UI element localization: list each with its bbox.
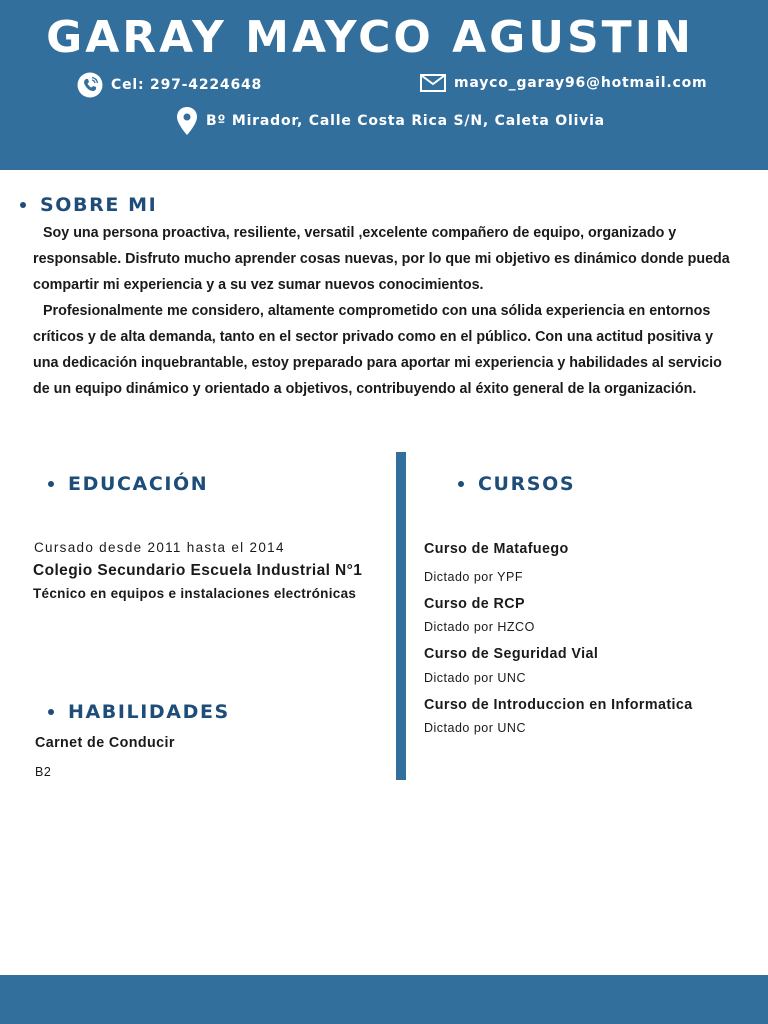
- address-contact: [176, 106, 605, 136]
- mail-icon: [420, 74, 446, 92]
- bullet-icon: [458, 481, 464, 487]
- footer-banner: [0, 975, 768, 1024]
- about-text: [33, 220, 733, 402]
- course-detail: Dictado por HZCO: [424, 620, 535, 634]
- education-title-text: EDUCACIÓN: [68, 473, 209, 495]
- phone-text: Cel: 297-4224648: [111, 77, 263, 93]
- bullet-icon: [48, 709, 54, 715]
- address-text: Bº Mirador, Calle Costa Rica S/N, Caleta Olivia: [206, 113, 605, 129]
- education-degree: Técnico en equipos e instalaciones electrónicas: [33, 586, 357, 601]
- location-pin-icon: [176, 106, 198, 136]
- bullet-icon: [48, 481, 54, 487]
- email-contact: [420, 74, 707, 92]
- skill-name: Carnet de Conducir: [35, 735, 175, 751]
- about-paragraph-1: Soy una persona proactiva, resiliente, versatil ,excelente compañero de equipo, organizado y responsable. Disfruto mucho aprender cosas nuevas, por lo que mi objetivo es dinámico donde pueda compartir mi experiencia y a su vez sumar nuevos conocimientos.: [33, 225, 730, 293]
- phone-contact: [77, 72, 262, 98]
- course-name: Curso de Introduccion en Informatica: [424, 697, 693, 713]
- about-paragraph-2: Profesionalmente me considero, altamente comprometido con una sólida experiencia en entornos críticos y de alta demanda, tanto en el sector privado como en el público. Con una actitud positiva y una dedicación inquebrantable, estoy preparado para aportar mi experiencia y habilidades al servicio de un equipo dinámico y orientado a objetivos, contribuyendo al éxito general de la organización.: [33, 303, 722, 397]
- education-school: Colegio Secundario Escuela Industrial N°1: [33, 562, 363, 579]
- section-title-education: [48, 473, 208, 495]
- courses-title-text: CURSOS: [478, 473, 576, 495]
- course-detail: Dictado por UNC: [424, 721, 526, 735]
- section-title-skills: [48, 701, 230, 723]
- section-title-about: [20, 194, 157, 216]
- course-detail: Dictado por YPF: [424, 570, 523, 584]
- bullet-icon: [20, 202, 26, 208]
- email-text[interactable]: mayco_garay96@hotmail.com: [454, 75, 708, 91]
- phone-icon: [77, 72, 103, 98]
- column-divider: [396, 452, 406, 780]
- header-banner: [0, 0, 768, 170]
- course-name: Curso de Seguridad Vial: [424, 646, 599, 662]
- skills-title-text: HABILIDADES: [68, 701, 230, 723]
- skill-detail: B2: [35, 765, 52, 779]
- about-title-text: SOBRE MI: [40, 194, 158, 216]
- section-title-courses: [458, 473, 575, 495]
- course-name: Curso de RCP: [424, 596, 525, 612]
- course-detail: Dictado por UNC: [424, 671, 526, 685]
- applicant-name: GARAY MAYCO AGUSTIN: [46, 12, 694, 63]
- education-period: Cursado desde 2011 hasta el 2014: [34, 540, 285, 555]
- course-name: Curso de Matafuego: [424, 541, 569, 557]
